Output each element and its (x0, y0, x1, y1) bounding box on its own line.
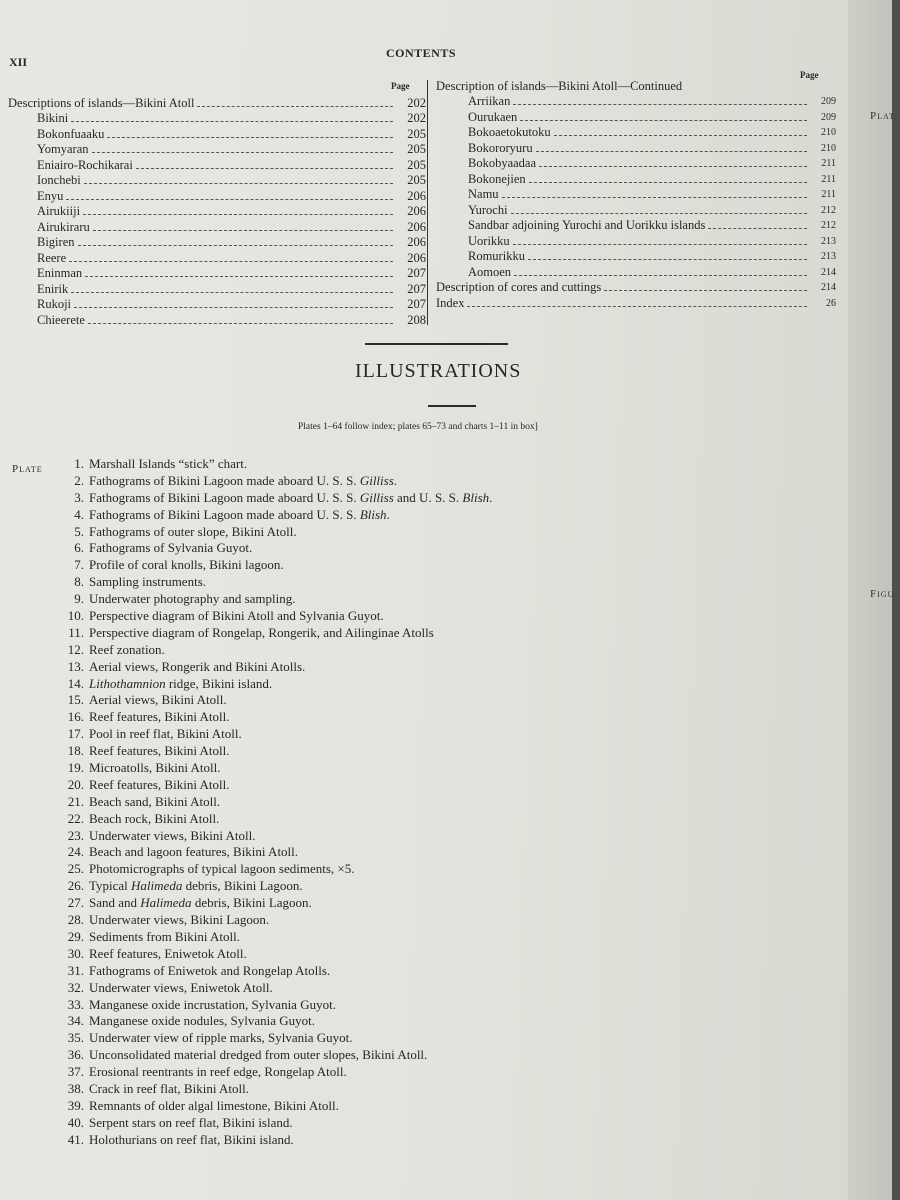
plate-entry (62, 743, 492, 760)
contents-entry-title: Uorikku (468, 233, 510, 248)
page-col-label-left: Page (391, 81, 410, 91)
plate-number: 1. (74, 456, 84, 471)
contents-entry (8, 219, 428, 235)
plate-caption: Sand and Halimeda debris, Bikini Lagoon. (89, 895, 312, 911)
dot-leader (539, 166, 807, 167)
plate-number: 18. (67, 743, 84, 759)
contents-entry (8, 157, 428, 173)
plate-label: Plate (12, 463, 43, 475)
dot-leader (708, 228, 807, 229)
contents-entry-title: Ourukaen (468, 109, 518, 124)
contents-entry-page: 202 (407, 95, 426, 110)
plate-entry (62, 980, 492, 997)
plate-number: 15. (67, 692, 84, 708)
contents-entry-page: 206 (407, 219, 426, 234)
plate-caption: Pool in reef flat, Bikini Atoll. (89, 726, 242, 742)
plate-number: 29. (67, 928, 84, 944)
contents-entry (8, 312, 428, 328)
divider-rule-top (365, 343, 508, 345)
plate-entry (62, 946, 492, 963)
contents-entry (436, 109, 838, 125)
plate-number: 34. (67, 1013, 84, 1029)
plate-entry (62, 540, 492, 557)
dot-leader (529, 182, 807, 183)
plate-entry (62, 861, 492, 878)
plate-entry (62, 811, 492, 828)
contents-entry-title: Yurochi (468, 202, 508, 217)
plate-entry (62, 591, 492, 608)
contents-entry-page: 207 (407, 297, 426, 311)
dot-leader (71, 121, 393, 122)
contents-entry (8, 188, 428, 204)
dot-leader (520, 120, 807, 121)
plate-caption: Beach rock, Bikini Atoll. (89, 810, 220, 826)
dot-leader (93, 230, 393, 231)
dot-leader (502, 197, 807, 198)
plate-number: 28. (67, 912, 84, 928)
contents-entry-page: 211 (821, 189, 836, 200)
contents-entry-title: Airukiraru (37, 219, 90, 234)
plate-caption: Sediments from Bikini Atoll. (89, 928, 240, 944)
contents-entry (436, 280, 838, 296)
contents-entry-page: 210 (821, 142, 836, 154)
plate-number: 14. (67, 675, 84, 691)
plate-number: 40. (67, 1114, 84, 1130)
plate-number: 12. (67, 641, 84, 657)
contents-entry-page: 206 (407, 204, 426, 218)
plate-caption: Manganese oxide nodules, Sylvania Guyot. (89, 1013, 316, 1029)
plate-number: 4. (74, 506, 84, 522)
dot-leader (83, 214, 393, 215)
plate-number: 35. (67, 1030, 84, 1046)
plate-entry (62, 895, 492, 912)
contents-entry (436, 218, 838, 234)
plate-caption: Underwater views, Bikini Lagoon. (89, 912, 270, 928)
plate-caption: Remnants of older algal limestone, Bikini Atoll. (89, 1097, 339, 1113)
plate-caption: Reef features, Eniwetok Atoll. (89, 945, 247, 961)
contents-entry-title: Airukiiji (37, 204, 81, 218)
contents-entry (8, 204, 428, 220)
contents-entry-page: 206 (407, 188, 426, 203)
plate-number: 2. (74, 472, 84, 488)
plate-entry (62, 1030, 492, 1047)
plate-number: 36. (67, 1047, 84, 1063)
contents-entry-title: Description of islands—Bikini Atoll—Continued (436, 78, 683, 93)
plate-number: 3. (74, 489, 84, 505)
plate-entry (62, 557, 492, 574)
plate-caption: Aerial views, Rongerik and Bikini Atolls. (89, 658, 306, 674)
dot-leader (514, 275, 807, 276)
contents-entry-title: Bokororyuru (468, 140, 533, 155)
next-page-edge (848, 0, 895, 1200)
plate-caption: Perspective diagram of Bikini Atoll and Sylvania Guyot. (89, 608, 384, 624)
contents-entry-title: Bokoaetokutoku (468, 125, 551, 139)
page-number: XII (9, 55, 28, 69)
contents-entry-title: Romurikku (468, 249, 525, 263)
contents-entry-page: 202 (407, 111, 426, 125)
dot-leader (84, 183, 393, 184)
plate-entry (62, 473, 492, 490)
dot-leader (74, 307, 393, 308)
illustrations-heading: ILLUSTRATIONS (355, 360, 522, 382)
plate-number: 30. (67, 945, 84, 961)
plate-caption: Beach and lagoon features, Bikini Atoll. (89, 844, 299, 860)
contents-entry-title: Description of cores and cuttings (436, 280, 602, 294)
contents-entry-page: 213 (821, 235, 836, 247)
plate-entry (62, 794, 492, 811)
dot-leader (554, 135, 807, 136)
plate-caption: Underwater view of ripple marks, Sylvania Guyot. (89, 1030, 353, 1046)
dot-leader (528, 259, 807, 260)
plate-caption: Underwater views, Eniwetok Atoll. (89, 979, 273, 995)
contents-entry-title: Bokobyaadaa (468, 156, 537, 170)
contents-entry-page: 211 (821, 173, 836, 185)
plate-number: 13. (67, 658, 84, 674)
plate-number: 27. (67, 895, 84, 911)
contents-entry-title: Reere (37, 250, 67, 265)
plate-number: 11. (68, 624, 84, 640)
plate-caption: Underwater views, Bikini Atoll. (89, 827, 256, 843)
plate-caption: Unconsolidated material dredged from outer slopes, Bikini Atoll. (89, 1047, 428, 1063)
plate-entry (62, 1064, 492, 1081)
dot-leader (85, 276, 393, 277)
contents-entry (8, 266, 428, 282)
contents-entry-title: Namu (468, 187, 499, 201)
plate-caption: Crack in reef flat, Bikini Atoll. (89, 1080, 249, 1096)
plate-entry (62, 878, 492, 895)
contents-entry-page: 26 (826, 297, 836, 309)
contents-entry (436, 171, 838, 187)
contents-entry (436, 140, 838, 156)
contents-entry-page: 205 (407, 126, 426, 141)
contents-entry (8, 142, 428, 158)
contents-entry (8, 297, 428, 313)
plate-number: 31. (67, 962, 84, 978)
divider-rule-short (428, 405, 476, 407)
next-page-figure-label: Figu (870, 588, 895, 600)
dot-leader (197, 106, 393, 107)
contents-entry-title: Bigiren (37, 235, 75, 249)
plate-entry (62, 997, 492, 1014)
dot-leader (536, 151, 807, 152)
contents-left-column (8, 95, 428, 328)
plate-number: 16. (67, 709, 84, 725)
plate-entry (62, 1115, 492, 1132)
page-col-label-right: Page (800, 70, 819, 80)
plate-number: 23. (67, 827, 84, 843)
contents-entry-page: 207 (407, 281, 426, 296)
contents-entry (436, 249, 838, 265)
dot-leader (467, 306, 807, 307)
plate-entry (62, 929, 492, 946)
dot-leader (92, 152, 393, 153)
contents-entry-title: Bokonfuaaku (37, 126, 105, 141)
contents-entry (8, 281, 428, 297)
contents-entry-page: 212 (821, 204, 836, 216)
plate-number: 8. (74, 574, 84, 590)
plate-caption: Marshall Islands “stick” chart. (89, 456, 248, 471)
contents-entry-title: Index (436, 295, 465, 310)
contents-entry-page: 214 (821, 282, 836, 293)
contents-entry (8, 235, 428, 251)
dot-leader (513, 244, 807, 245)
plate-entry (62, 912, 492, 929)
plate-entry (62, 709, 492, 726)
contents-entry-page: 213 (821, 251, 836, 262)
plate-number: 39. (67, 1097, 84, 1113)
plate-caption: Erosional reentrants in reef edge, Rongelap Atoll. (89, 1064, 347, 1080)
plate-number: 17. (67, 726, 84, 742)
plate-number: 10. (67, 608, 84, 624)
plate-entry (62, 456, 492, 473)
plate-number: 37. (67, 1064, 84, 1080)
dot-leader (107, 137, 393, 138)
plate-number: 25. (67, 861, 84, 877)
contents-entry-page: 209 (821, 96, 836, 107)
contents-entry (8, 173, 428, 189)
plate-entry (62, 625, 492, 642)
plate-entry (62, 1047, 492, 1064)
contents-entry (436, 78, 838, 94)
plate-caption: Photomicrographs of typical lagoon sediments, ×5. (89, 861, 355, 877)
contents-entry-page: 211 (821, 158, 836, 169)
plate-caption: Reef features, Bikini Atoll. (89, 743, 230, 759)
plate-caption: Fathograms of Eniwetok and Rongelap Atolls. (89, 962, 331, 978)
contents-entry-title: Eniairo-Rochikarai (37, 157, 133, 172)
contents-entry-title: Arriikan (468, 94, 511, 108)
plate-caption: Holothurians on reef flat, Bikini island. (89, 1131, 294, 1147)
contents-right-column (436, 78, 838, 311)
illustrations-note: Plates 1–64 follow index; plates 65–73 and charts 1–11 in box] (298, 422, 538, 432)
contents-entry-page: 208 (407, 312, 426, 327)
plate-number: 32. (67, 979, 84, 995)
contents-entry (436, 295, 838, 311)
plate-caption: Typical Halimeda debris, Bikini Lagoon. (89, 878, 303, 894)
plate-entry (62, 1013, 492, 1030)
contents-entry-page: 210 (821, 127, 836, 138)
contents-entry (436, 125, 838, 141)
contents-entry-title: Ionchebi (37, 173, 81, 187)
plate-number: 9. (74, 591, 84, 607)
dot-leader (511, 213, 807, 214)
contents-entry-title: Bikini (37, 111, 69, 125)
plate-caption: Manganese oxide incrustation, Sylvania Guyot. (89, 996, 336, 1012)
section-title: CONTENTS (386, 46, 457, 60)
contents-entry (8, 95, 428, 111)
plate-entry (62, 760, 492, 777)
plate-entry (62, 726, 492, 743)
plate-entry (62, 659, 492, 676)
dot-leader (136, 168, 393, 169)
contents-entry (8, 126, 428, 142)
dot-leader (69, 261, 393, 262)
contents-entry-title: Rukoji (37, 297, 72, 311)
dot-leader (513, 104, 807, 105)
plate-number: 38. (67, 1080, 84, 1096)
plate-caption: Fathograms of Bikini Lagoon made aboard U. S. S. Gilliss and U. S. S. Blish. (89, 489, 493, 505)
plate-entry (62, 490, 492, 507)
contents-entry-page: 207 (407, 266, 426, 280)
plate-number: 24. (67, 844, 84, 860)
plate-entry (62, 844, 492, 861)
plate-entry (62, 1081, 492, 1098)
plate-caption: Fathograms of Bikini Lagoon made aboard U. S. S. Blish. (89, 506, 390, 522)
plate-number: 33. (67, 996, 84, 1012)
dot-leader (604, 290, 807, 291)
contents-entry (436, 94, 838, 110)
plate-caption: Lithothamnion ridge, Bikini island. (89, 675, 273, 691)
plate-entry (62, 1132, 492, 1149)
plate-caption: Underwater photography and sampling. (89, 591, 296, 607)
plate-caption: Reef zonation. (89, 641, 165, 657)
contents-entry (436, 233, 838, 249)
plate-entry (62, 574, 492, 591)
contents-entry-title: Eninman (37, 266, 83, 280)
contents-entry (436, 187, 838, 203)
column-divider (427, 80, 428, 325)
next-page-plate-label: Plat (870, 110, 895, 122)
plate-caption: Profile of coral knolls, Bikini lagoon. (89, 557, 284, 573)
plate-list (62, 456, 492, 1149)
dot-leader (88, 323, 393, 324)
plate-number: 26. (67, 878, 84, 894)
plate-entry (62, 963, 492, 980)
contents-entry-title: Aomoen (468, 264, 512, 279)
contents-entry (8, 250, 428, 266)
dot-leader (66, 199, 393, 200)
plate-caption: Fathograms of outer slope, Bikini Atoll. (89, 523, 297, 539)
contents-entry (8, 111, 428, 127)
contents-entry-title: Sandbar adjoining Yurochi and Uorikku islands (468, 218, 706, 232)
plate-entry (62, 524, 492, 541)
plate-entry (62, 777, 492, 794)
plate-entry (62, 828, 492, 845)
plate-entry (62, 507, 492, 524)
plate-number: 5. (74, 523, 84, 539)
plate-number: 21. (67, 793, 84, 809)
plate-entry (62, 692, 492, 709)
contents-entry-page: 209 (821, 111, 836, 123)
contents-entry-title: Chieerete (37, 312, 85, 327)
plate-number: 22. (67, 810, 84, 826)
contents-entry-title: Enyu (37, 188, 64, 203)
plate-caption: Fathograms of Bikini Lagoon made aboard U. S. S. Gilliss. (89, 472, 398, 488)
plate-caption: Beach sand, Bikini Atoll. (89, 793, 221, 809)
plate-caption: Fathograms of Sylvania Guyot. (89, 540, 253, 556)
plate-caption: Microatolls, Bikini Atoll. (89, 760, 221, 776)
plate-caption: Aerial views, Bikini Atoll. (89, 692, 227, 708)
contents-entry-title: Descriptions of islands—Bikini Atoll (8, 95, 195, 110)
contents-entry-title: Bokonejien (468, 171, 526, 186)
contents-entry-page: 205 (407, 142, 426, 156)
dot-leader (78, 245, 394, 246)
plate-caption: Reef features, Bikini Atoll. (89, 709, 230, 725)
plate-entry (62, 1098, 492, 1115)
plate-number: 7. (74, 557, 84, 573)
contents-entry (436, 202, 838, 218)
contents-entry-page: 206 (407, 250, 426, 265)
plate-entry (62, 676, 492, 693)
plate-caption: Perspective diagram of Rongelap, Rongerik, and Ailinginae Atolls (89, 624, 434, 640)
contents-entry-title: Yomyaran (37, 142, 89, 156)
plate-number: 20. (67, 776, 84, 792)
contents-entry-page: 212 (821, 220, 836, 231)
contents-entry-page: 205 (407, 157, 426, 172)
contents-entry-page: 214 (821, 266, 836, 278)
plate-number: 19. (67, 760, 84, 776)
plate-caption: Sampling instruments. (89, 574, 206, 590)
plate-number: 6. (74, 540, 84, 556)
dot-leader (71, 292, 393, 293)
contents-entry-page: 206 (407, 235, 426, 249)
contents-entry (436, 156, 838, 172)
plate-caption: Reef features, Bikini Atoll. (89, 776, 230, 792)
plate-caption: Serpent stars on reef flat, Bikini island. (89, 1114, 293, 1130)
contents-entry-page: 205 (407, 173, 426, 187)
plate-number: 41. (67, 1131, 84, 1147)
contents-entry (436, 264, 838, 280)
contents-entry-title: Enirik (37, 281, 69, 296)
plate-entry (62, 608, 492, 625)
plate-entry (62, 642, 492, 659)
